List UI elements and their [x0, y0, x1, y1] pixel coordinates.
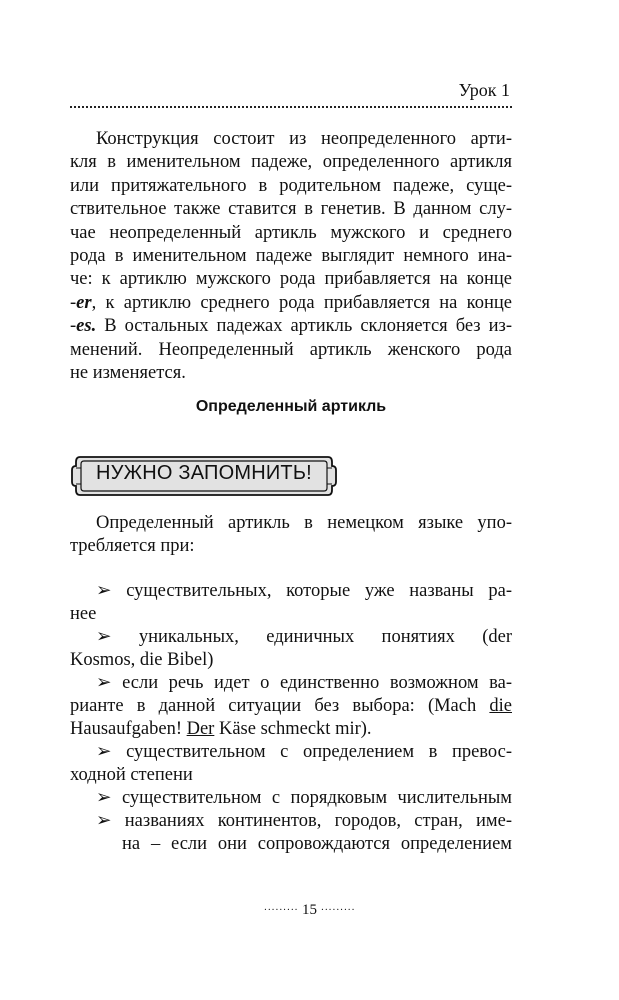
list-item [70, 741, 512, 787]
paragraph-line [70, 292, 512, 315]
footer-dots-right: ········· [320, 905, 356, 917]
body-paragraph [70, 128, 512, 385]
list-item-line: ходной степени [70, 765, 193, 785]
list-item [70, 787, 512, 810]
lesson-label: Урок 1 [458, 80, 510, 100]
list-item-line: ➢ существительном с определением в превос- [96, 742, 512, 762]
list-item-line: Kosmos, die Bibel) [70, 650, 214, 670]
list-item-line: Hausaufgaben! Der Käse schmeckt mir). [70, 719, 372, 739]
dash: - [70, 292, 77, 313]
footer-dots-left: ········· [263, 905, 299, 917]
dash: - [70, 316, 77, 337]
arrow-bullet-icon: ➢ [96, 673, 112, 693]
paragraph-line [70, 315, 512, 338]
list-item-line: ➢ названиях континентов, городов, стран, име- [96, 811, 513, 831]
arrow-bullet-icon: ➢ [96, 627, 112, 647]
paragraph-text: В остальных падежах артикль склоняется без из- [96, 316, 512, 337]
list-item-line: ➢ существительном с порядковым числительным [96, 788, 512, 808]
list-item [70, 672, 512, 741]
page-footer [0, 902, 619, 919]
list-item-line: рианте в данной ситуации без выбора: (Mach die [70, 696, 512, 716]
section-heading: Определенный артикль [195, 398, 387, 415]
arrow-bullet-icon: ➢ [96, 811, 112, 831]
intro-line: Определенный артикль в немецком языке упо- [96, 513, 512, 533]
ending-er: er [76, 292, 92, 313]
paragraph-line: чае неопределенный артикль мужского и среднего [70, 222, 512, 243]
paragraph-line: не изменяется. [70, 363, 186, 384]
underlined-article: die [489, 696, 512, 716]
paragraph-line: рода в именительном падеже выглядит немного ина- [70, 246, 512, 267]
paragraph-line: кля в именительном падеже, определенного артикля [70, 152, 512, 173]
list-item [70, 580, 512, 626]
list-item-line: ➢ уникальных, единичных понятиях (der [96, 627, 513, 647]
paragraph-line: че: к артиклю мужского рода прибавляется на конце [70, 269, 512, 290]
list-item [70, 810, 512, 856]
paragraph-line: или притяжательного в родительном падеже, суще- [70, 175, 512, 196]
paragraph-text: , к артиклю среднего рода прибавляется на конце [91, 292, 512, 313]
paragraph-line: Конструкция состоит из неопределенного арти- [96, 129, 512, 149]
usage-list [70, 574, 512, 856]
paragraph-line: ствительное также ставится в генетив. В данном слу- [70, 199, 512, 220]
intro-line: требляется при: [70, 536, 195, 557]
underlined-article: Der [186, 719, 215, 739]
running-header [70, 80, 512, 108]
list-item-line: ➢ существительных, которые уже названы ра- [96, 581, 513, 601]
list-item [70, 626, 512, 672]
list-item-line: ➢ если речь идет о единственно возможном ва- [96, 673, 512, 693]
list-item-line: на – если они сопровождаются определением [122, 834, 512, 854]
list-item-line: нее [70, 604, 97, 624]
arrow-bullet-icon: ➢ [96, 788, 112, 808]
intro-paragraph [70, 512, 512, 559]
banner-text: НУЖНО ЗАПОМНИТЬ! [96, 462, 312, 484]
paragraph-line: менений. Неопределенный артикль женского рода [70, 339, 512, 360]
ending-es: es. [76, 316, 97, 337]
page-number: 15 [302, 902, 317, 918]
remember-banner [70, 454, 338, 498]
arrow-bullet-icon: ➢ [96, 742, 112, 762]
arrow-bullet-icon: ➢ [96, 581, 112, 601]
